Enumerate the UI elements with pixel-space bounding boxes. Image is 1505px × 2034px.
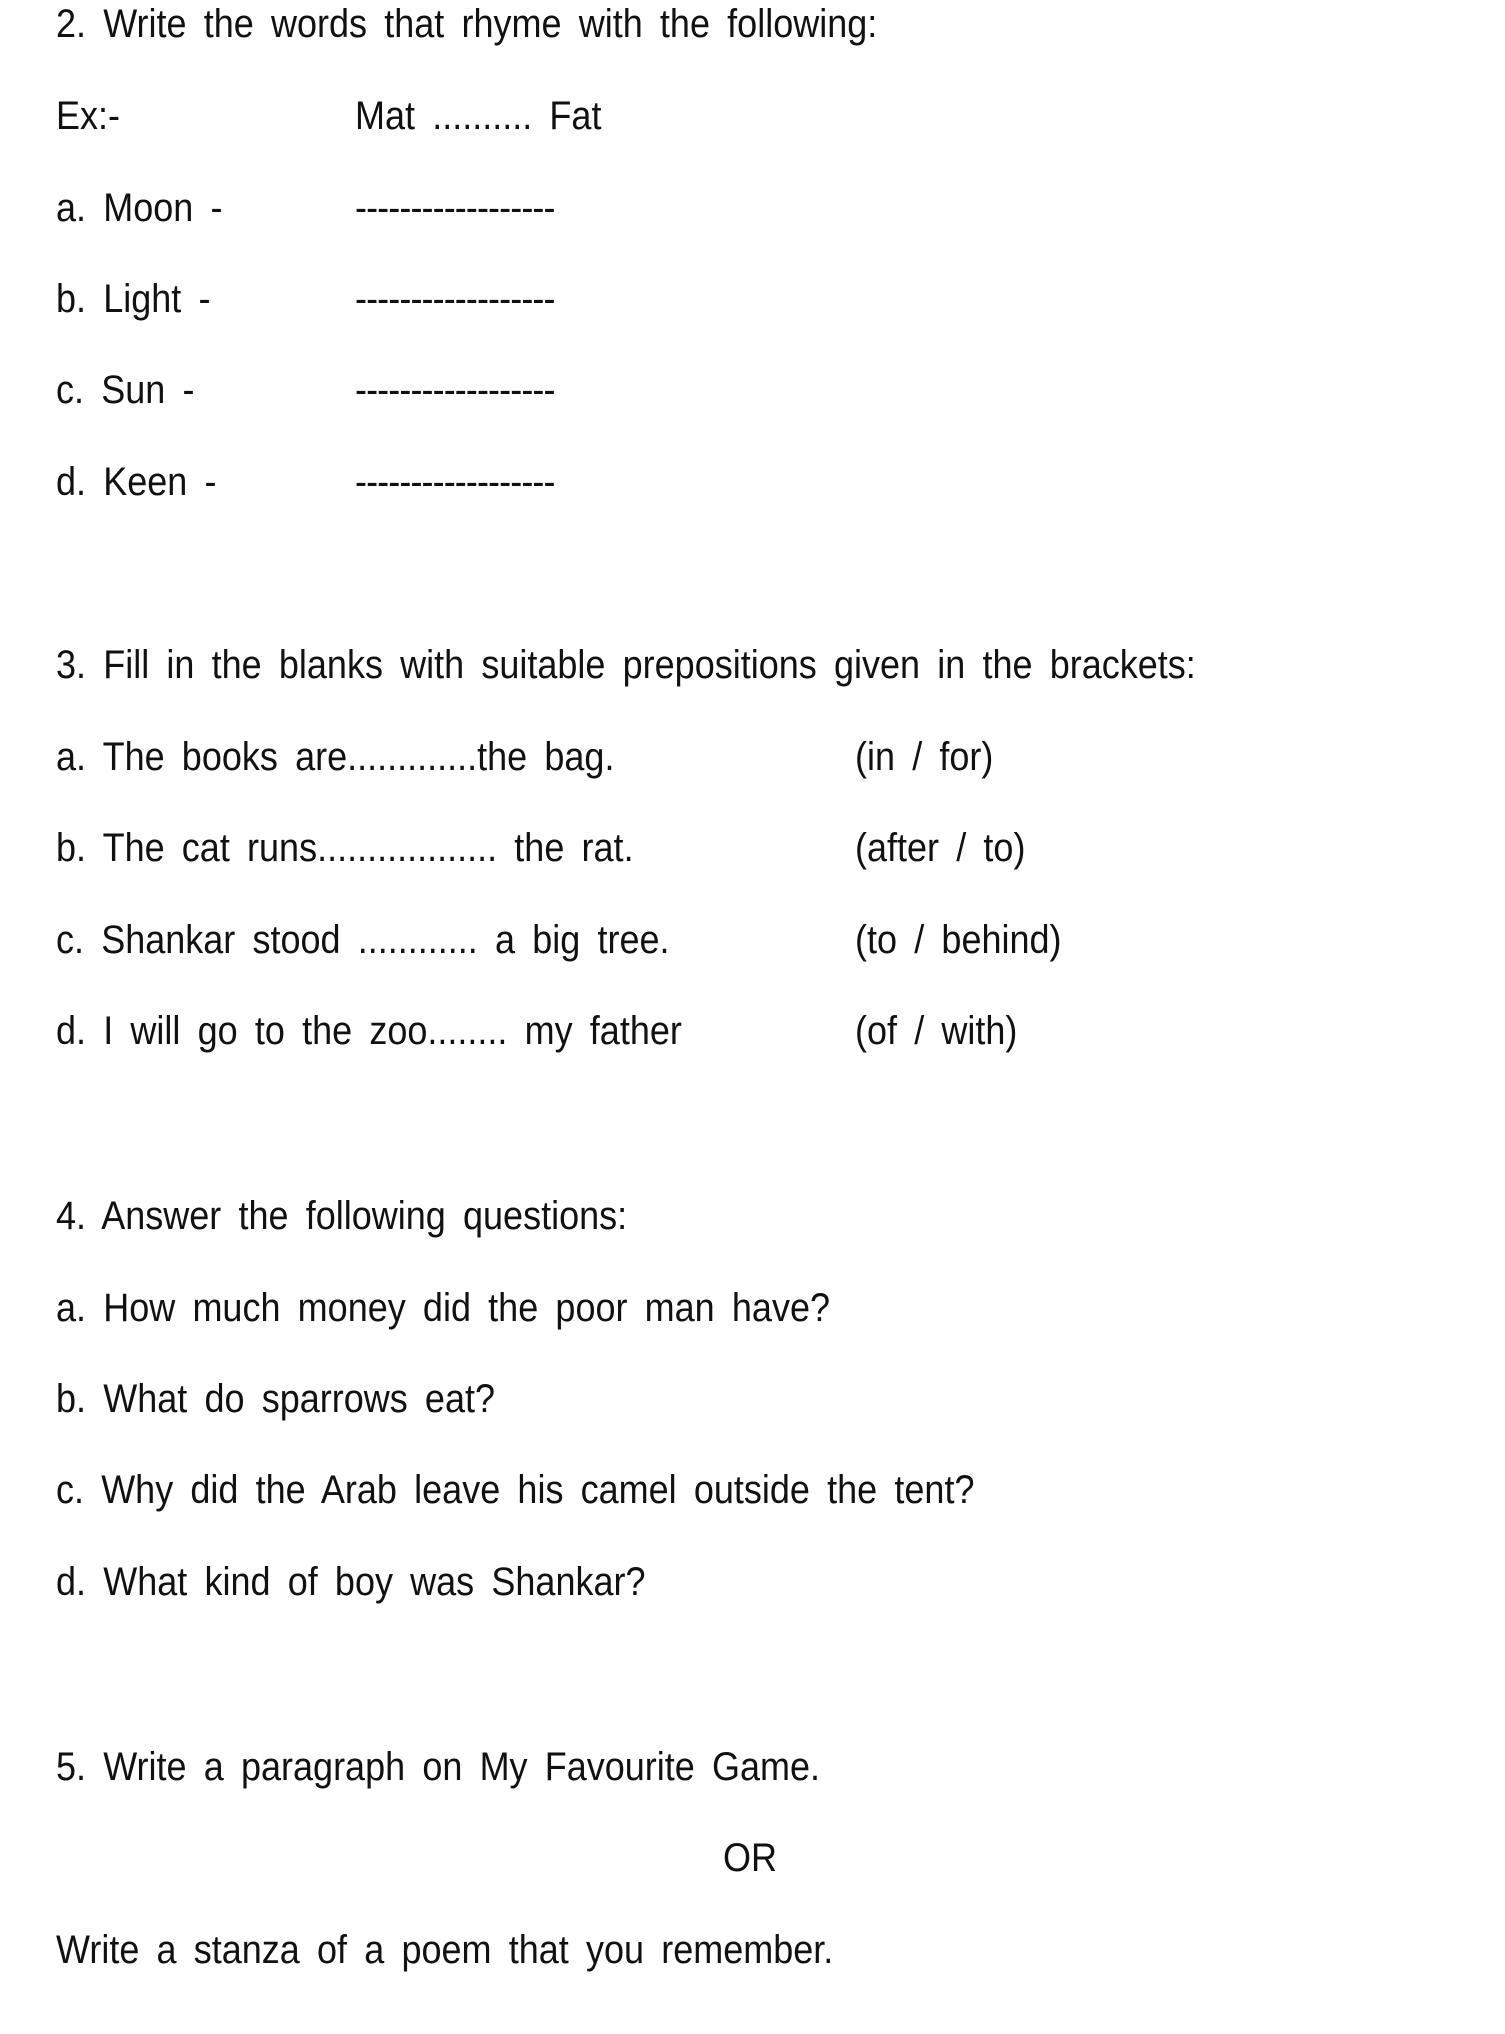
question-3-title: 3. Fill in the blanks with suitable prepositions given in the brackets: bbox=[56, 643, 1196, 687]
rhyme-answer-blank[interactable]: ------------------ bbox=[355, 186, 555, 230]
question-5-title: 5. Write a paragraph on My Favourite Game. bbox=[56, 1745, 821, 1789]
example-value: Mat .......... Fat bbox=[355, 94, 602, 138]
preposition-sentence: b. The cat runs.................. the rat. bbox=[56, 826, 634, 870]
question-5-alternative: Write a stanza of a poem that you remember. bbox=[56, 1928, 834, 1972]
comprehension-question: c. Why did the Arab leave his camel outside the tent? bbox=[56, 1468, 975, 1512]
question-4-title: 4. Answer the following questions: bbox=[56, 1194, 628, 1238]
preposition-sentence: d. I will go to the zoo........ my father bbox=[56, 1009, 682, 1053]
comprehension-question: a. How much money did the poor man have? bbox=[56, 1286, 830, 1330]
rhyme-item-label: d. Keen - bbox=[56, 460, 217, 504]
rhyme-item-label: b. Light - bbox=[56, 277, 211, 321]
comprehension-question: d. What kind of boy was Shankar? bbox=[56, 1560, 646, 1604]
rhyme-item-label: c. Sun - bbox=[56, 368, 195, 412]
example-label: Ex:- bbox=[56, 94, 121, 138]
rhyme-item-label: a. Moon - bbox=[56, 186, 223, 230]
rhyme-answer-blank[interactable]: ------------------ bbox=[355, 277, 555, 321]
preposition-sentence: a. The books are.............the bag. bbox=[56, 735, 615, 779]
rhyme-answer-blank[interactable]: ------------------ bbox=[355, 460, 555, 504]
preposition-options: (to / behind) bbox=[855, 918, 1062, 962]
or-separator: OR bbox=[723, 1836, 777, 1880]
rhyme-answer-blank[interactable]: ------------------ bbox=[355, 368, 555, 412]
question-2-title: 2. Write the words that rhyme with the following: bbox=[56, 2, 878, 46]
preposition-options: (after / to) bbox=[855, 826, 1026, 870]
preposition-options: (of / with) bbox=[855, 1009, 1018, 1053]
preposition-sentence: c. Shankar stood ............ a big tree. bbox=[56, 918, 670, 962]
comprehension-question: b. What do sparrows eat? bbox=[56, 1377, 496, 1421]
preposition-options: (in / for) bbox=[855, 735, 994, 779]
